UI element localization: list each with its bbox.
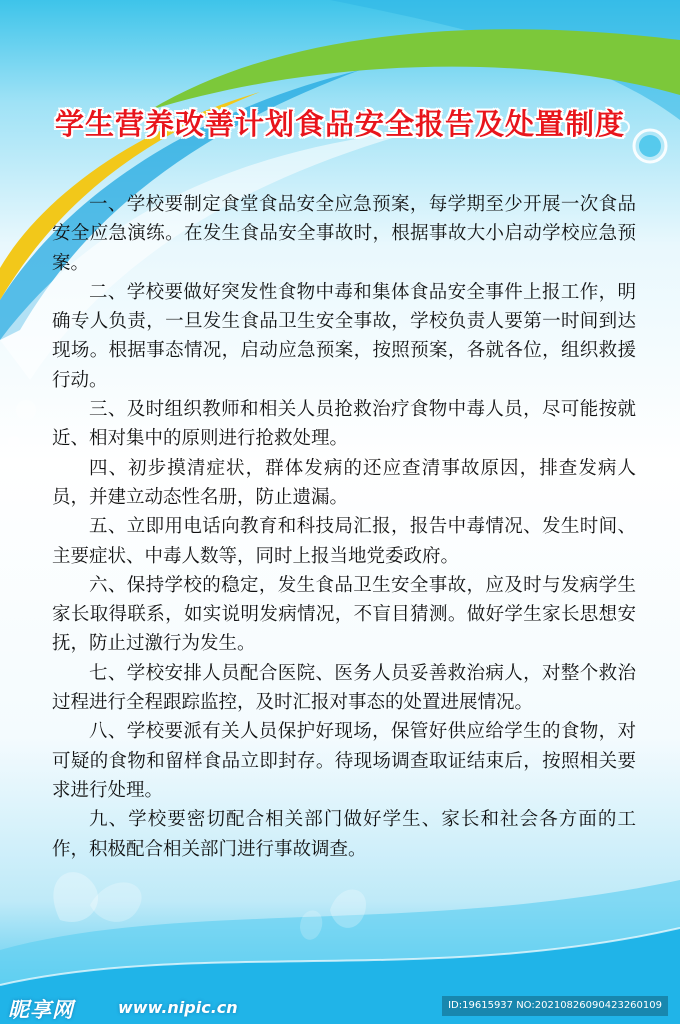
- watermark-id: ID:19615937 NO:20210826090423260109: [442, 996, 668, 1016]
- regulation-item-4: 四、初步摸清症状，群体发病的还应查清事故原因，排查发病人员，并建立动态性名册，防止遗漏。: [52, 457, 636, 508]
- green-swoosh: [150, 29, 680, 110]
- regulation-item-5: 五、立即用电话向教育和科技局汇报，报告中毒情况、发生时间、主要症状、中毒人数等，同时上报当地党委政府。: [52, 516, 636, 567]
- watermark-logo: 昵享网: [8, 998, 74, 1022]
- regulation-item-8: 八、学校要派有关人员保护好现场，保管好供应给学生的食物，对可疑的食物和留样食品立即封存。待现场调查取证结束后，按照相关要求进行处理。: [52, 721, 636, 801]
- regulation-item-3: 三、及时组织教师和相关人员抢救治疗食物中毒人员，尽可能按就近、相对集中的原则进行抢救处理。: [52, 399, 636, 450]
- regulation-item-6: 六、保持学校的稳定，发生食品卫生安全事故，应及时与发病学生家长取得联系，如实说明发病情况，不盲目猜测。做好学生家长思想安抚，防止过激行为发生。: [52, 574, 636, 655]
- leaf-left-2: [90, 882, 142, 922]
- leaf-left: [53, 872, 98, 922]
- bubble-left-2: [8, 436, 20, 448]
- bubble-left-1: [16, 400, 36, 420]
- regulation-body: [52, 190, 636, 864]
- poster-title: 学生营养改善计划食品安全报告及处置制度: [54, 107, 625, 141]
- regulation-item-7: 七、学校安排人员配合医院、医务人员妥善救治病人，对整个救治过程进行全程跟踪监控，及时汇报对事态的处置进展情况。: [52, 662, 636, 714]
- regulation-item-1: 一、学校要制定食堂食品安全应急预案，每学期至少开展一次食品安全应急演练。在发生食品安全事故时，根据事故大小启动学校应急预案。: [52, 194, 636, 274]
- watermark-url: www.nipic.cn: [118, 998, 238, 1017]
- regulation-item-9: 九、学校要密切配合相关部门做好学生、家长和社会各方面的工作，积极配合相关部门进行事故调查。: [52, 809, 636, 860]
- regulation-item-2: 二、学校要做好突发性食物中毒和集体食品安全事件上报工作，明确专人负责，一旦发生食品卫生安全事故，学校负责人要第一时间到达现场。根据事态情况，启动应急预案，按照预案，各就各位，组织救援行动。: [52, 281, 636, 391]
